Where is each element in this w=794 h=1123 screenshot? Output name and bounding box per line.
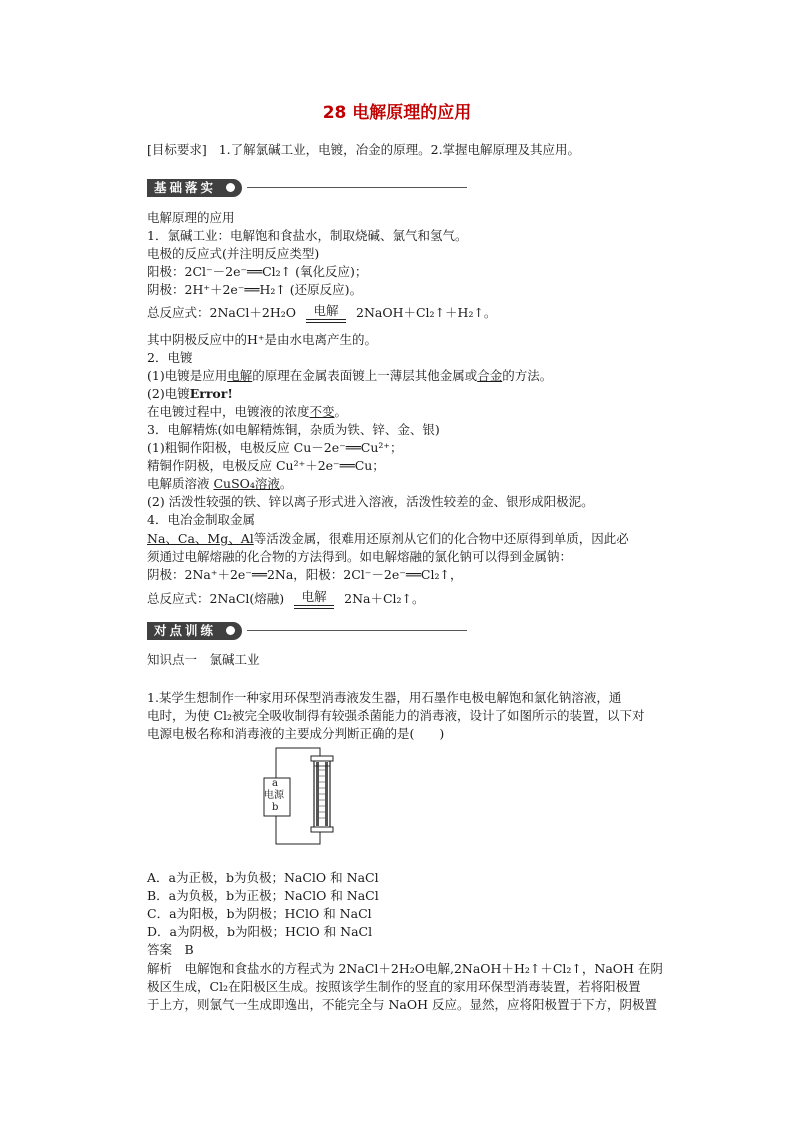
text-line — [147, 404, 347, 420]
text-line: 精铜作阴极，电极反应 Cu²⁺＋2e⁻══Cu； — [147, 458, 385, 473]
equation-left: 总反应式：2NaCl＋2H₂O — [147, 305, 297, 320]
text-line — [147, 386, 233, 402]
option-c: C．a为阳极，b为阴极；HClO 和 NaCl — [147, 906, 372, 921]
goal-label: [目标要求] — [147, 142, 207, 157]
equation-left: 总反应式：2NaCl(熔融) — [147, 591, 285, 606]
goal-line — [147, 142, 580, 158]
section-header-basics — [147, 179, 467, 197]
text-segment: 在电镀过程中，电镀液的浓度 — [147, 404, 310, 419]
text-segment: 电解质溶液 — [147, 476, 214, 491]
text-line: 其中阴极反应中的H⁺是由水电离产生的。 — [147, 332, 377, 347]
text-line: 2．电镀 — [147, 350, 193, 365]
underlined-answer: CuSO₄溶液 — [213, 476, 280, 491]
container-cap — [311, 756, 333, 761]
error-text: Error! — [189, 386, 233, 401]
explanation-text: 于上方，则氯气一生成即逸出，不能完全与 NaOH 反应。显然，应将阳极置于下方，阴极置 — [147, 997, 657, 1012]
text-segment: 的方法。 — [502, 368, 553, 383]
section-rule — [247, 630, 467, 631]
option-b: B．a为负极，b为正极；NaClO 和 NaCl — [147, 888, 379, 903]
condition-arrow — [294, 590, 334, 609]
text-line: 电解原理的应用 — [147, 210, 235, 225]
electrode-left — [316, 762, 319, 826]
section-title-basics: 基础落实 — [154, 180, 217, 195]
text-line: 1．氯碱工业：电解饱和食盐水，制取烧碱、氯气和氢气。 — [147, 228, 468, 243]
text-line: 阴极：2Na⁺＋2e⁻══2Na，阳极：2Cl⁻－2e⁻══Cl₂↑， — [147, 567, 463, 582]
explanation-text: 解析 电解饱和食盐水的方程式为 2NaCl＋2H₂O电解,2NaOH＋H₂↑＋Cl₂↑，NaOH 在阴 — [147, 961, 663, 976]
page-title: 28 电解原理的应用 — [322, 103, 472, 123]
text-line: 阳极：2Cl⁻－2e⁻══Cl₂↑ (氧化反应)； — [147, 264, 368, 279]
equation-line — [147, 304, 496, 323]
section-header-practice — [147, 622, 467, 640]
text-line — [147, 368, 552, 384]
goal-text: 1.了解氯碱工业，电镀，冶金的原理。2.掌握电解原理及其应用。 — [218, 142, 581, 157]
power-supply-label: 电源 — [264, 790, 284, 801]
section-title-practice: 对点训练 — [154, 623, 217, 638]
electrode-right — [325, 762, 328, 826]
text-segment: 的原理在金属表面镀上一薄层其他金属或 — [252, 368, 478, 383]
option-d: D．a为阴极，b为阳极；HClO 和 NaCl — [147, 924, 373, 939]
underlined-answer: 不变 — [309, 404, 335, 419]
explanation-text: 极区生成，Cl₂在阳极区生成。按照该学生制作的竖直的家用环保型消毒装置，若将阳极置 — [147, 979, 641, 994]
question-text: 电时，为使 Cl₂被完全吸收制得有较强杀菌能力的消毒液，设计了如图所示的装置，以下对 — [147, 708, 645, 723]
text-line: (1)粗铜作阳极，电极反应 Cu－2e⁻══Cu²⁺； — [147, 440, 403, 455]
underlined-answer: Na、Ca、Mg、Al — [147, 531, 254, 546]
underlined-answer: 电解 — [227, 368, 253, 383]
section-pill-basics — [147, 179, 242, 197]
terminal-a-label: a — [272, 778, 278, 789]
equals-bar — [294, 605, 334, 609]
text-line: 须通过电解熔融的化合物的方法得到。如电解熔融的氯化钠可以得到金属钠： — [147, 549, 573, 564]
equation-right: 2NaOH＋Cl₂↑＋H₂↑。 — [356, 305, 497, 320]
section-pill-practice — [147, 622, 242, 640]
equals-bar — [306, 319, 346, 323]
container-base — [311, 827, 333, 832]
equation-line — [147, 590, 425, 609]
text-segment: (1)电镀是应用 — [147, 368, 228, 383]
text-line: 3．电解精炼(如电解精炼铜，杂质为铁、锌、金、银) — [147, 422, 440, 437]
text-line: 4．电冶金制取金属 — [147, 512, 255, 527]
condition-text: 电解 — [313, 303, 339, 318]
wire-top — [276, 748, 320, 780]
text-line — [147, 476, 292, 492]
underlined-answer: 合金 — [477, 368, 503, 383]
knowledge-point-heading: 知识点一 氯碱工业 — [147, 652, 260, 667]
answer-line: 答案 B — [147, 942, 194, 957]
text-segment: 。 — [279, 476, 293, 491]
section-rule — [247, 187, 467, 188]
equation-right: 2Na＋Cl₂↑。 — [344, 591, 425, 606]
text-line: (2) 活泼性较强的铁、锌以离子形式进入溶液，活泼性较差的金、银形成阳极泥。 — [147, 494, 594, 509]
option-a: A．a为正极，b为负极；NaClO 和 NaCl — [147, 870, 379, 885]
condition-arrow — [306, 304, 346, 323]
text-segment: 。 — [334, 404, 348, 419]
question-text: 电源电极名称和消毒液的主要成分判断正确的是( ) — [147, 726, 445, 741]
condition-text: 电解 — [301, 589, 327, 604]
text-line — [147, 531, 629, 547]
bullet-dot-icon — [226, 626, 235, 635]
text-segment: (2)电镀 — [147, 386, 190, 401]
text-line: 电极的反应式(并注明反应类型) — [147, 246, 320, 261]
question-text: 1.某学生想制作一种家用环保型消毒液发生器，用石墨作电极电解饱和氯化钠溶液，通 — [147, 690, 622, 705]
bullet-dot-icon — [226, 183, 235, 192]
text-line: 阴极：2H⁺＋2e⁻══H₂↑ (还原反应)。 — [147, 282, 363, 297]
terminal-b-label: b — [272, 802, 279, 813]
text-segment: 等活泼金属，很难用还原剂从它们的化合物中还原得到单质，因此必 — [253, 531, 629, 546]
